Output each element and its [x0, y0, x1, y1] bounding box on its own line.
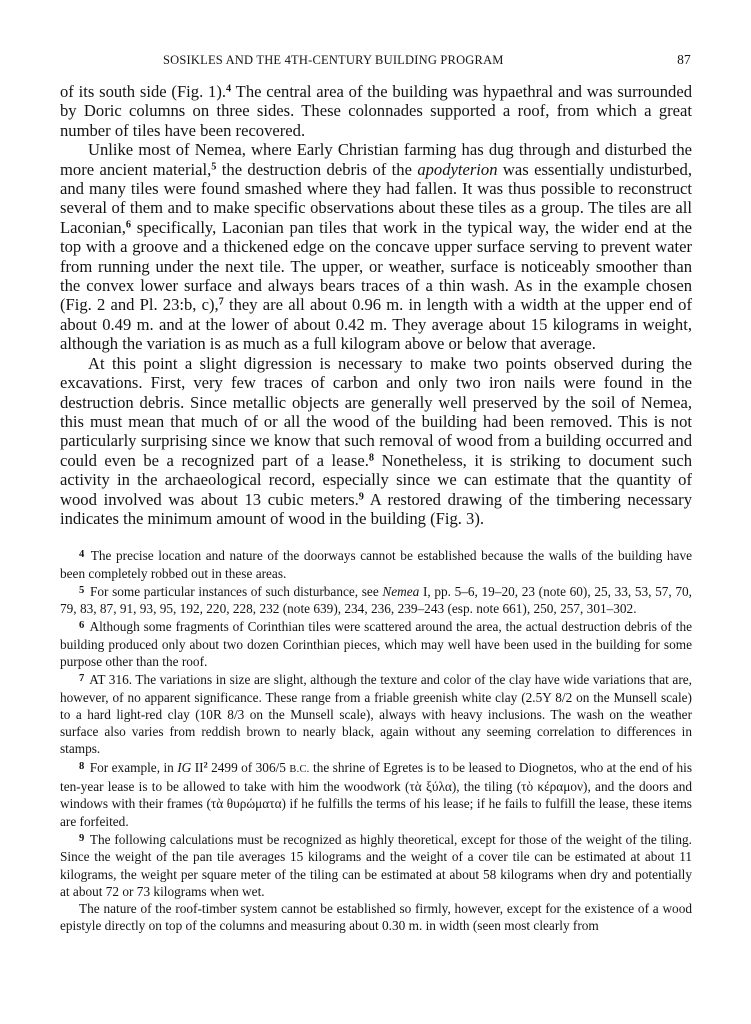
- footnote-text: The following calculations must be recognized as highly theoretical, except for those of the weight of the tiling. Since the weight of the pan tile averages 15 kilograms and the weight of a cover tile can be estimated at about 11 kilograms, the weight per square meter of the tiling can be estimated at about 58 kilograms when dry and potentially at about 72 or 73 kilograms when wet.: [60, 831, 692, 899]
- page-number: 87: [677, 52, 691, 67]
- text-run: the destruction debris of the: [216, 159, 418, 179]
- small-caps-era: B.C.: [289, 763, 310, 775]
- footnote-number: 5: [79, 584, 85, 596]
- footnote-text: II: [191, 759, 204, 775]
- footnote-4: [60, 546, 692, 582]
- footnote-text: the shrine of Egretes is to be leased to Diognetos, who at the end of his ten-year lease is to be allowed to take with him the woodwork (τὰ ξύλα), the tiling (τὸ κέραμον), and the doors and windows with their frames (τὰ θυρώματα) if he fulfills the terms of his lease; if he fails to fulfill the lease, these items are forfeited.: [60, 759, 692, 829]
- footnote-ref-4[interactable]: 4: [226, 83, 232, 95]
- text-run: of its south side (Fig. 1).: [60, 82, 227, 101]
- text-run: was essentially undisturbed, and many tiles were found smashed where they had fallen. It was thus possible to reconstruct several of them and to make specific observations about these tiles as a group. The tiles are all Laconian,: [60, 159, 692, 237]
- text-run: Nonetheless, it is striking to document such activity in the archaeological record, especially since we can estimate that the quantity of wood involved was about 13 cubic meters.: [60, 450, 692, 509]
- paragraph-2: [60, 140, 692, 353]
- paragraph-1: [60, 82, 692, 140]
- paragraph-3: [60, 354, 692, 529]
- running-header: [163, 52, 691, 68]
- italic-title: Nemea: [382, 583, 420, 599]
- footnote-text: 2499 of 306/5: [207, 759, 290, 775]
- footnote-number: 8: [79, 760, 85, 772]
- footnote-text: The precise location and nature of the doorways cannot be established because the walls of the building have been completely robbed out in these areas.: [60, 548, 692, 581]
- footnote-text: For example, in: [89, 759, 178, 775]
- footnote-number: 7: [79, 673, 85, 685]
- text-run: The central area of the building was hypaethral and was surrounded by Doric columns on three sides. These colonnades supported a roof, from which a great number of tiles have been recovered.: [60, 82, 693, 140]
- footnote-ref-6[interactable]: 6: [125, 219, 132, 231]
- footnote-number: 6: [79, 620, 85, 632]
- footnote-text: AT 316. The variations in size are slight, although the texture and color of the clay have wide variations that are, however, of no apparent significance. These range from a friable greenish white clay (2.5Y 8/2 on the Munsell scale) to a hard light-red clay (10R 8/3 on the Munsell scale), always with heavy inclusions. The wash on the weather surface also varies from reddish brown to nearly black, again without any seeming correlation to differences in stamps.: [60, 672, 692, 757]
- text-run: they are all about 0.96 m. in length with a width at the upper end of about 0.49 m. and at the lower of about 0.42 m. They average about 15 kilograms in weight, although the variation is as much as a full kilogram above or below that average.: [60, 295, 693, 354]
- italic-title: IG: [177, 759, 192, 775]
- superscript: 2: [203, 760, 208, 770]
- footnote-ref-7[interactable]: 7: [218, 296, 224, 308]
- footnote-6: [60, 617, 692, 670]
- footnote-text: For some particular instances of such disturbance, see: [89, 583, 383, 599]
- footnote-7: [60, 670, 692, 757]
- page: [60, 52, 692, 935]
- text-run: At this point a slight digression is necessary to make two points observed during the excavations. First, very few traces of carbon and only two iron nails were found in the destruction debris. Since metallic objects are generally well preserved by the soil of Nemea, this must mean that much of or all the wood of the building had been removed. This is not particularly surprising since we know that such removal of wood from a building occurred and could even be a recognized part of a lease.: [60, 353, 692, 470]
- text-run: A restored drawing of the timbering necessary indicates the minimum amount of wood in the building (Fig. 3).: [60, 489, 692, 528]
- italic-term: apodyterion: [417, 159, 498, 179]
- footnote-8: [60, 758, 692, 830]
- text-run: specifically, Laconian pan tiles that work in the typical way, the wider end at the top with a groove and a thickened edge on the concave upper surface serving to prevent water from running under the next tile. The upper, or weather, surface is noticeably smoother than the convex lower surface and always bears traces of a thin wash. As in the example chosen (Fig. 2 and Pl. 23:b, c),: [60, 217, 692, 315]
- text-run: Unlike most of Nemea, where Early Christian farming has dug through and disturbed the more ancient material,: [60, 140, 692, 179]
- footnotes: [60, 546, 692, 934]
- main-text: [60, 82, 692, 528]
- footnote-ref-8[interactable]: 8: [368, 452, 374, 464]
- footnote-ref-9[interactable]: 9: [358, 490, 364, 502]
- running-title: SOSIKLES AND THE 4TH-CENTURY BUILDING PROGRAM: [163, 53, 504, 67]
- footnote-ref-5[interactable]: 5: [211, 160, 217, 172]
- footnote-number: 4: [79, 549, 85, 561]
- footnote-5: [60, 582, 692, 618]
- footnote-9: [60, 830, 692, 900]
- footnote-9-continuation: The nature of the roof-timber system cannot be established so firmly, however, except for the existence of a wood epistyle directly on top of the columns and measuring about 0.30 m. in width (seen most clearly from: [60, 901, 692, 934]
- footnote-text: I, pp. 5–6, 19–20, 23 (note 60), 25, 33, 53, 57, 70, 79, 83, 87, 91, 93, 95, 192, 220, 228, 232 (note 639), 234, 236, 239–243 (esp. note 661), 250, 257, 301–302.: [60, 583, 693, 617]
- footnote-number: 9: [79, 832, 85, 844]
- footnote-text: Although some fragments of Corinthian tiles were scattered around the area, the actual destruction debris of the building produced only about two dozen Corinthian pieces, which may well have been used in the building for some purpose other than the roof.: [60, 619, 692, 670]
